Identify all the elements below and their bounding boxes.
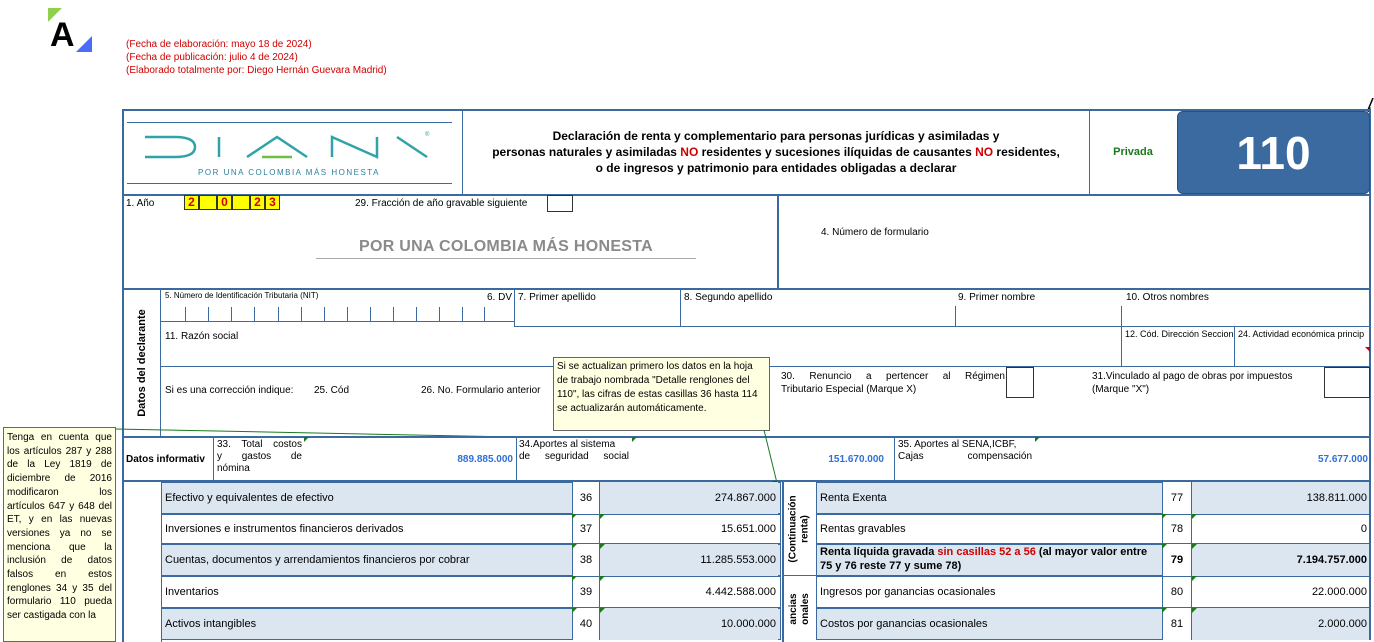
nit-label: 5. Número de Identificación Tributaria (NIT) [165, 291, 319, 300]
row-37-code: 37 [572, 514, 600, 544]
correction-label: Si es una corrección indique: [165, 385, 294, 396]
row-37-label: Inversiones e instrumentos financieros derivados [165, 523, 404, 535]
row-79-label: Renta líquida gravada sin casillas 52 a 56 (al mayor valor entre 75 y 76 reste 77 y sume 78) [820, 546, 1148, 572]
row-77-code: 77 [1162, 482, 1192, 514]
occasional-label: ancias onales [782, 576, 816, 642]
row-77-value[interactable]: 138.811.000 [1192, 482, 1369, 514]
business-name-label: 11. Razón social [165, 331, 239, 342]
svg-text:®: ® [425, 132, 430, 138]
row-40-label: Activos intangibles [165, 618, 257, 630]
privacy-label: Privada [1113, 146, 1153, 158]
year-digit-4[interactable]: 3 [265, 195, 280, 210]
title-line-3: o de ingresos y patrimonio para entidades obligadas a declarar [595, 161, 957, 175]
row-78-code: 78 [1162, 514, 1192, 544]
row-79-value[interactable]: 7.194.757.000 [1192, 544, 1369, 576]
row-79-code: 79 [1162, 544, 1192, 576]
field-35[interactable]: 35. Aportes al SENA,ICBF, Cajas compensación 57.677.000 [898, 439, 1368, 465]
field-34-value: 151.670.000 [828, 454, 884, 465]
field-35-value: 57.677.000 [1317, 454, 1368, 465]
svg-text:A: A [50, 16, 75, 54]
title-line-1: Declaración de renta y complementario para personas jurídicas y asimiladas y [552, 129, 1000, 143]
dian-logo [127, 122, 452, 184]
row-81-label: Costos por ganancias ocasionales [820, 618, 988, 630]
form-number-label: 4. Número de formulario [821, 227, 929, 238]
publication-date: (Fecha de publicación: julio 4 de 2024) [126, 52, 298, 63]
side-note: Tenga en cuenta que los artículos 287 y 288 de la Ley 1819 de diciembre de 2016 modificaron los artículos 647 y 648 del ET, y en las nuevas versiones ya no se menciona que la inclusión de datos falsos en estos renglones 34 y 35 del formulario 110 pueda ser castigada con la [3, 427, 116, 642]
year-digit-2[interactable]: 0 [217, 195, 232, 210]
economic-activity-label: 24. Actividad económica princip [1238, 329, 1365, 339]
row-80-label: Ingresos por ganancias ocasionales [820, 586, 996, 598]
identification-section [122, 194, 1371, 290]
tooltip-connector [762, 430, 782, 486]
author-credit: (Elaborado totalmente por: Diego Hernán Guevara Madrid) [126, 65, 387, 76]
works-checkbox[interactable] [1324, 367, 1370, 398]
row-36-code: 36 [572, 482, 600, 514]
second-surname-label: 8. Segundo apellido [684, 292, 773, 303]
other-names-label: 10. Otros nombres [1126, 292, 1209, 303]
form-number-badge [1177, 111, 1370, 194]
row-39-value[interactable]: 4.442.588.000 [705, 586, 776, 598]
fraction-label: 29. Fracción de año gravable siguiente [355, 198, 528, 209]
year-digit-1b [199, 195, 217, 210]
row-81-code: 81 [1162, 608, 1192, 640]
row-36-value[interactable]: 274.867.000 [600, 482, 778, 514]
row-36-label: Efectivo y equivalentes de efectivo [165, 492, 334, 504]
fraction-checkbox[interactable] [547, 195, 573, 212]
app-logo-icon [46, 6, 94, 54]
field-33-value: 889.885.000 [457, 454, 513, 465]
info-section-label: Datos informativ [126, 453, 205, 465]
dian-logo-mark-icon [127, 123, 452, 183]
row-80-code: 80 [1162, 576, 1192, 608]
address-code-label: 12. Cód. Dirección Seccion [1125, 329, 1234, 339]
previous-form-label: 26. No. Formulario anterior [421, 385, 541, 396]
form-number: 110 [1236, 126, 1311, 179]
row-40-code: 40 [572, 608, 600, 640]
row-37-value[interactable]: 15.651.000 [720, 523, 776, 535]
row-39-label: Inventarios [165, 586, 219, 598]
first-surname-label: 7. Primer apellido [518, 292, 596, 303]
correction-code-label: 25. Cód [314, 385, 350, 396]
row-38-label: Cuentas, documentos y arrendamientos financieros por cobrar [165, 554, 470, 566]
app-logo [46, 6, 94, 54]
row-38-value[interactable]: 11.285.553.000 [600, 544, 778, 576]
year-digit-2b [232, 195, 250, 210]
field-33[interactable]: 33. Total costos y gastos de nómina 889.885.000 [217, 439, 513, 474]
right-table [816, 482, 1372, 642]
row-77-label: Renta Exenta [820, 492, 887, 504]
row-39-code: 39 [572, 576, 600, 608]
left-table [161, 482, 781, 642]
meta-info [126, 38, 387, 77]
row-38-code: 38 [572, 544, 600, 576]
info-tooltip: Si se actualizan primero los datos en la hoja de trabajo nombrada "Detalle renglones del 110", las cifras de estas casillas 36 hasta 114 se actualizarán automáticamente. [553, 357, 770, 431]
nit-field[interactable] [161, 321, 514, 322]
form-title [463, 128, 1089, 176]
works-label: 31.Vinculado al pago de obras por impuestos (Marque "X") [1092, 371, 1293, 395]
declarant-section-label: Datos del declarante [136, 309, 148, 417]
year-digit-1[interactable]: 2 [184, 195, 199, 210]
row-80-value[interactable]: 22.000.000 [1311, 586, 1367, 598]
year-digit-3[interactable]: 2 [250, 195, 265, 210]
regime-checkbox[interactable] [1006, 367, 1034, 398]
first-name-label: 9. Primer nombre [958, 292, 1036, 303]
row-40-value[interactable]: 10.000.000 [600, 608, 778, 640]
field-34[interactable]: 34.Aportes al sistema de seguridad social 151.670.000 [519, 439, 884, 465]
row-78-value[interactable]: 0 [1360, 523, 1367, 535]
regime-label: 30. Renuncio a pertencer al Régimen Tributario Especial (Marque X) [781, 371, 1005, 395]
continuation-label: (Continuación renta) [782, 482, 816, 576]
year-label: 1. Año [126, 198, 155, 209]
elaboration-date: (Fecha de elaboración: mayo 18 de 2024) [126, 39, 312, 50]
svg-text:POR UNA COLOMBIA MÁS HONESTA: POR UNA COLOMBIA MÁS HONESTA [198, 168, 380, 177]
dv-label: 6. DV [487, 292, 513, 303]
watermark-slogan: POR UNA COLOMBIA MÁS HONESTA [316, 238, 696, 259]
row-78-label: Rentas gravables [820, 523, 906, 535]
row-81-value[interactable]: 2.000.000 [1192, 608, 1369, 640]
rows-left-margin [122, 482, 162, 642]
title-line-2: personas naturales y asimiladas NO residentes y sucesiones ilíquidas de causantes NO residentes, [492, 145, 1060, 159]
